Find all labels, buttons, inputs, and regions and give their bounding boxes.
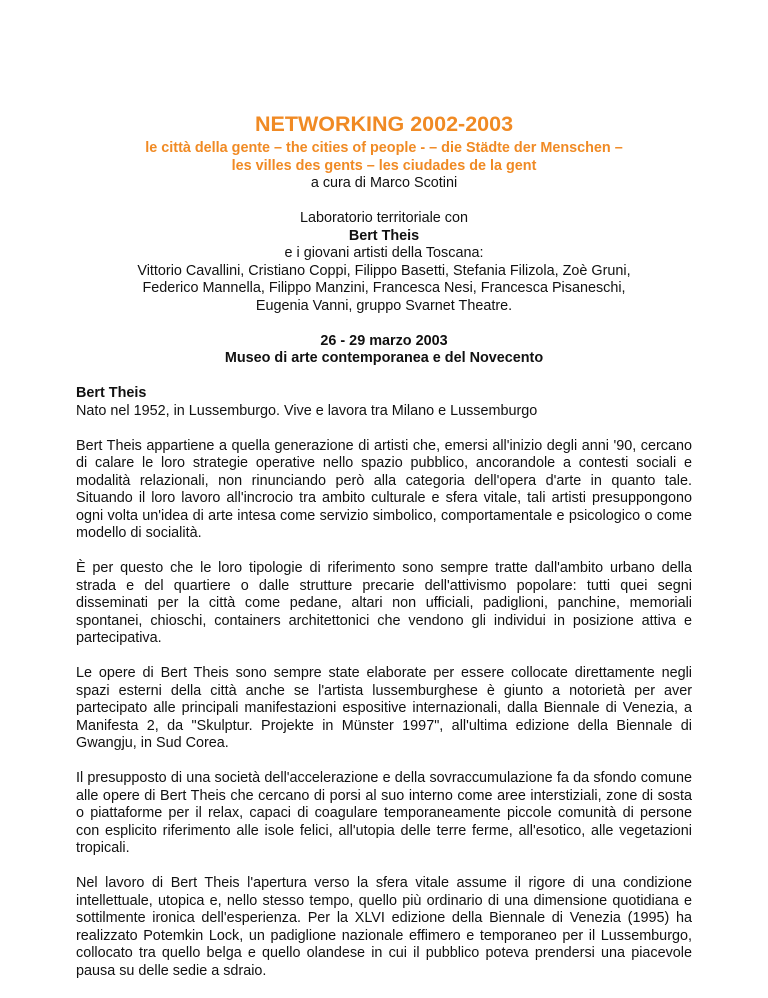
lab-section — [76, 210, 692, 315]
lab-intro: Laboratorio territoriale con — [300, 210, 468, 226]
artists-list-line-2: Federico Mannella, Filippo Manzini, Francesca Nesi, Francesca Pisaneschi, — [142, 280, 626, 296]
event-info — [76, 333, 692, 368]
paragraph-2: È per questo che le loro tipologie di riferimento sono sempre tratte dall'ambito urbano della strada e del quartiere o dalle strutture precarie dell'attivismo popolare: tutti quei segni disseminati per la città come pedane, altari non ufficiali, padiglioni, panchine, memoriali spontanei, chioschi, containers architettonici che vendono gli individui in posizione attiva e partecipativa. — [76, 560, 692, 646]
lab-artist-name: Bert Theis — [348, 227, 420, 244]
event-dates: 26 - 29 marzo 2003 — [320, 332, 448, 349]
paragraph-1: Bert Theis appartiene a quella generazione di artisti che, emersi all'inizio degli anni '90, cercano di calare le loro strategie operative nello spazio pubblico, ancorandole a contesti sociali e modalità relazionali, non rinunciando però alla categoria dell'opera d'arte in quanto tale. Situando il loro lavoro all'incrocio tra ambito culturale e sfera vitale, tali artisti presuppongono ogni volta un'idea di arte intesa come servizio simbolico, comportamentale e psicologico o come modello di socialità. — [76, 437, 692, 541]
bio-name: Bert Theis — [76, 385, 147, 401]
paragraph-4: Il presupposto di una società dell'accelerazione e della sovraccumulazione fa da sfondo comune alle opere di Bert Theis che cercano di porsi al suo interno come aree interstiziali, zone di sosta o piattaforme per il relax, capaci di coagulare temporaneamente piccole comunità di persone con esplicito riferimento alle isole felici, all'utopia delle terre ferme, all'esotico, alle vegetazioni tropicali. — [76, 770, 692, 856]
artists-list-line-1: Vittorio Cavallini, Cristiano Coppi, Filippo Basetti, Stefania Filizola, Zoè Gruni, — [137, 262, 631, 279]
subtitle-line-2: les villes des gents – les ciudades de la gent — [231, 157, 537, 174]
paragraph-5: Nel lavoro di Bert Theis l'apertura verso la sfera vitale assume il rigore di una condizione intellettuale, utopica e, nello stesso tempo, quello più ordinario di una dimensione quotidiana e sottilmente ironica dell'esperienza. Per la XLVI edizione della Biennale di Venezia (1995) ha realizzato Potemkin Lock, un padiglione nazionale effimero e temporaneo per il Lussemburgo, collocato tra quello belga e quello olandese in cui il pubblico poteva prendersi una piacevole pausa su delle sedie a sdraio. — [76, 875, 692, 979]
subtitle — [76, 140, 692, 175]
bio-born: Nato nel 1952, in Lussemburgo. Vive e lavora tra Milano e Lussemburgo — [76, 402, 538, 419]
curator-credit: a cura di Marco Scotini — [310, 175, 458, 191]
artist-bio — [76, 385, 692, 420]
subtitle-line-1: le città della gente – the cities of people - – die Städte der Menschen – — [145, 140, 623, 156]
artists-list-line-3: Eugenia Vanni, gruppo Svarnet Theatre. — [255, 297, 513, 314]
page-title: NETWORKING 2002-2003 — [254, 112, 514, 136]
document-page — [76, 112, 692, 998]
event-venue: Museo di arte contemporanea e del Novecento — [224, 350, 544, 366]
young-artists-intro: e i giovani artisti della Toscana: — [284, 245, 484, 261]
paragraph-3: Le opere di Bert Theis sono sempre state elaborate per essere collocate direttamente negli spazi esterni della città anche se l'artista lussemburghese è giunto a notorietà per aver partecipato alle principali manifestazioni espositive internazionali, dalla Biennale di Venezia, a Manifesta 2, da "Skulptur. Projekte in Münster 1997", all'ultima edizione della Biennale di Gwangju, in Sud Corea. — [76, 665, 692, 751]
